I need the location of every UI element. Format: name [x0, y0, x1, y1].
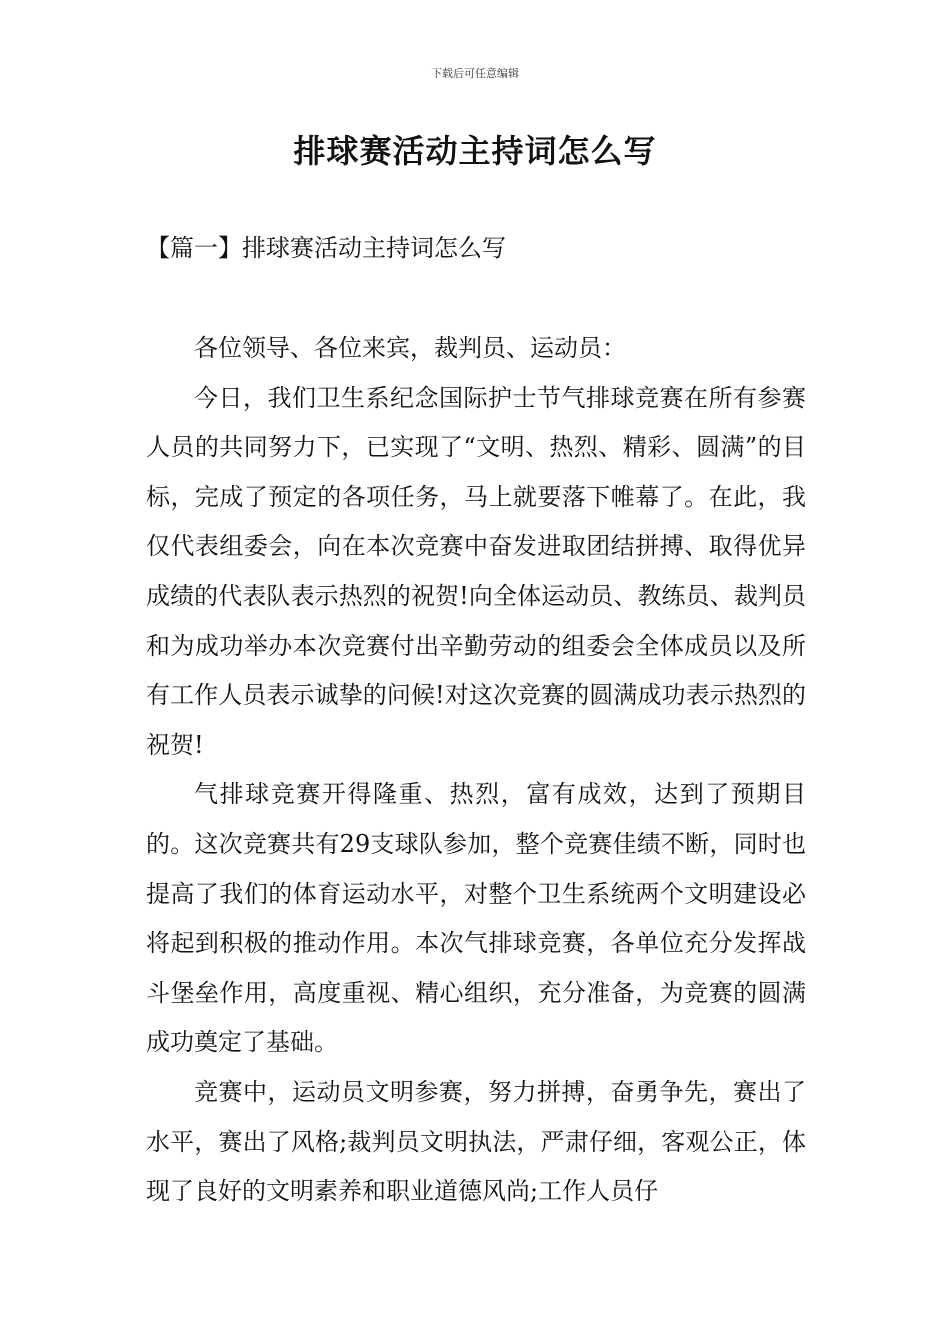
paragraph: 今日，我们卫生系纪念国际护士节气排球竞赛在所有参赛人员的共同努力下，已实现了“文明、热烈、精彩、圆满”的目标，完成了预定的各项任务，马上就要落下帷幕了。在此，我仅代表组委会，向在本次竞赛中奋发进取团结拼搏、取得优异成绩的代表队表示热烈的祝贺!向全体运动员、教练员、裁判员和为成功举办本次竞赛付出辛勤劳动的组委会全体成员以及所有工作人员表示诚挚的问候!对这次竞赛的圆满成功表示热烈的祝贺!	[146, 383, 806, 759]
section-heading: 【篇一】排球赛活动主持词怎么写	[146, 234, 506, 262]
paragraph: 竞赛中，运动员文明参赛，努力拼搏，奋勇争先，赛出了水平，赛出了风格;裁判员文明执法，严肃仔细，客观公正，体现了良好的文明素养和职业道德风尚;工作人员仔	[146, 1077, 806, 1206]
document-title: 排球赛活动主持词怎么写	[293, 132, 657, 170]
paragraph: 气排球竞赛开得隆重、热烈，富有成效，达到了预期目的。这次竞赛共有29支球队参加，整个竞赛佳绩不断，同时也提高了我们的体育运动水平，对整个卫生系统两个文明建设必将起到积极的推动作用。本次气排球竞赛，各单位充分发挥战斗堡垒作用，高度重视、精心组织，充分准备，为竞赛的圆满成功奠定了基础。	[146, 780, 806, 1057]
document-body	[146, 324, 806, 1217]
paragraph-greeting: 各位领导、各位来宾，裁判员、运动员：	[194, 334, 626, 362]
header-note: 下载后可任意编辑	[431, 67, 519, 80]
